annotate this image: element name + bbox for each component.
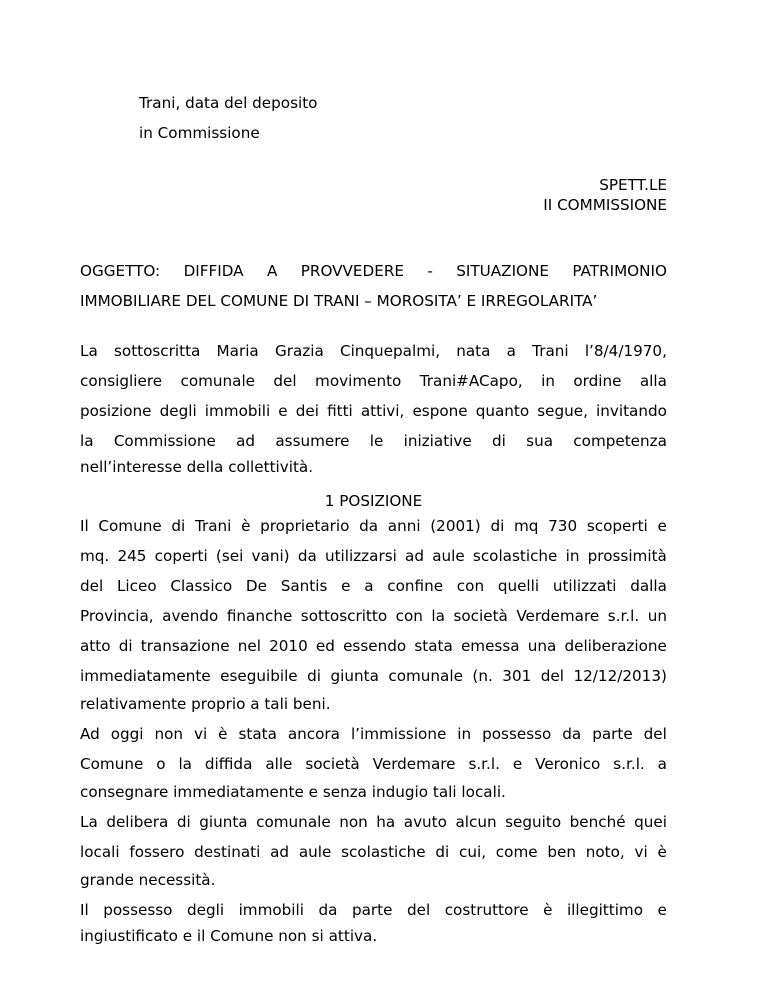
word: giunta <box>330 667 379 685</box>
word: di <box>118 637 133 655</box>
word: le <box>369 432 384 450</box>
word: con <box>456 577 485 595</box>
word: da <box>318 901 338 919</box>
word: Trani#ACapo, <box>419 372 523 390</box>
word: emessa <box>460 637 520 655</box>
word: illegittimo <box>566 901 644 919</box>
word: mq. <box>80 547 110 565</box>
word: e <box>657 901 667 919</box>
word: OGGETTO: <box>80 262 161 280</box>
word: 245 <box>117 547 147 565</box>
word: a <box>364 577 374 595</box>
word: una <box>527 637 557 655</box>
word: l’8/4/1970, <box>584 342 667 360</box>
word: Verdemare <box>372 755 456 773</box>
word: Cinquepalmi, <box>339 342 441 360</box>
word: parte <box>351 901 393 919</box>
word: Classico <box>170 577 233 595</box>
word: Verdemare <box>516 607 600 625</box>
word: vani) <box>251 547 290 565</box>
word: 730 <box>548 517 578 535</box>
word: scolastiche <box>472 547 558 565</box>
word: attivi, <box>360 402 405 420</box>
word: seguito <box>505 813 562 831</box>
word: Grazia <box>274 342 324 360</box>
word: PATRIMONIO <box>572 262 667 280</box>
word: sottoscritto <box>300 607 388 625</box>
word: ed <box>315 637 335 655</box>
word: noto, <box>585 843 625 861</box>
word: sottoscritta <box>113 342 201 360</box>
word: benché <box>569 813 626 831</box>
word: Trani <box>532 342 569 360</box>
subject-line-2: IMMOBILIARE DEL COMUNE DI TRANI – MOROSITA’ E IRREGOLARITA’ <box>80 292 598 310</box>
word: un <box>647 607 667 625</box>
word: stata <box>414 637 453 655</box>
word: a <box>506 342 516 360</box>
section-heading: 1 POSIZIONE <box>324 492 423 510</box>
word: giunta <box>199 813 248 831</box>
word: del <box>80 577 104 595</box>
paragraph-4-line-1 <box>80 900 667 920</box>
paragraph-3-line-1 <box>80 812 667 832</box>
intro-line-5: nell’interesse della collettività. <box>80 458 314 476</box>
word: espone <box>412 402 468 420</box>
paragraph-2-line-3: consegnare immediatamente e senza indugio tali locali. <box>80 783 506 801</box>
word: s.r.l. <box>613 755 645 773</box>
word: è <box>657 843 667 861</box>
word: eseguibile <box>220 667 298 685</box>
word: è <box>543 901 553 919</box>
word: Il <box>80 901 89 919</box>
word: finanche <box>226 607 293 625</box>
word: ben <box>547 843 576 861</box>
recipient-line-2: II COMMISSIONE <box>543 196 667 214</box>
word: a <box>657 755 667 773</box>
word: vi <box>193 725 208 743</box>
word: la <box>178 755 192 773</box>
word: assumere <box>275 432 350 450</box>
word: possesso <box>482 725 552 743</box>
word: delibera <box>106 813 169 831</box>
word: cui, <box>459 843 487 861</box>
word: posizione <box>80 402 152 420</box>
word: prossimità <box>587 547 667 565</box>
word: De <box>245 577 267 595</box>
word: ordine <box>573 372 622 390</box>
word: aule <box>432 547 465 565</box>
word: 12/12/2013) <box>573 667 667 685</box>
word: o <box>156 755 166 773</box>
word: costruttore <box>444 901 529 919</box>
word: PROVVEDERE <box>300 262 404 280</box>
paragraph-2-line-2 <box>80 754 667 774</box>
word: del <box>643 725 667 743</box>
word: (2001) <box>430 517 481 535</box>
subject-line-1 <box>80 261 667 281</box>
word: la <box>431 607 445 625</box>
word: DIFFIDA <box>183 262 244 280</box>
word: in <box>541 372 555 390</box>
word: fitti <box>327 402 353 420</box>
word: nel <box>237 637 261 655</box>
paragraph-1-line-2 <box>80 546 667 566</box>
word: non <box>339 813 368 831</box>
paragraph-3-line-2 <box>80 842 667 862</box>
paragraph-3-line-3: grande necessità. <box>80 871 216 889</box>
word: utilizzarsi <box>324 547 397 565</box>
word: la <box>80 432 94 450</box>
word: invitando <box>596 402 667 420</box>
word: ha <box>376 813 396 831</box>
word: immobili <box>238 901 304 919</box>
word: e <box>512 755 523 773</box>
word: da <box>359 517 379 535</box>
word: di <box>492 432 506 450</box>
word: deliberazione <box>564 637 667 655</box>
word: è <box>241 517 251 535</box>
word: SITUAZIONE <box>456 262 549 280</box>
word: Liceo <box>116 577 157 595</box>
word: possesso <box>103 901 173 919</box>
intro-line-1 <box>80 341 667 361</box>
word: s.r.l. <box>468 755 500 773</box>
word: fossero <box>129 843 185 861</box>
paragraph-1-line-6 <box>80 666 667 686</box>
word: alla <box>639 372 667 390</box>
word: La <box>80 813 98 831</box>
word: comunale <box>388 667 463 685</box>
word: ancora <box>287 725 340 743</box>
word: è <box>218 725 228 743</box>
word: aule <box>298 843 332 861</box>
word: immediatamente <box>80 667 211 685</box>
word: da <box>562 725 582 743</box>
paragraph-1-line-1 <box>80 516 667 536</box>
paragraph-1-line-7: relativamente proprio a tali beni. <box>80 695 331 713</box>
paragraph-1-line-5 <box>80 636 667 656</box>
word: locali <box>80 843 120 861</box>
word: come <box>495 843 538 861</box>
word: Maria <box>216 342 259 360</box>
intro-line-4 <box>80 431 667 451</box>
word: (n. <box>472 667 493 685</box>
word: atto <box>80 637 111 655</box>
word: ad <box>405 547 424 565</box>
place-date-line-2: in Commissione <box>139 124 260 142</box>
word: movimento <box>315 372 402 390</box>
word: sua <box>526 432 554 450</box>
word: Il <box>80 517 89 535</box>
word: utilizzati <box>552 577 617 595</box>
word: competenza <box>573 432 667 450</box>
word: ad <box>270 843 290 861</box>
word: Veronico <box>535 755 601 773</box>
word: di <box>490 517 505 535</box>
word: 2010 <box>269 637 308 655</box>
word: Commissione <box>113 432 216 450</box>
intro-line-2 <box>80 371 667 391</box>
word: quei <box>634 813 667 831</box>
word: A <box>266 262 278 280</box>
place-date-line: Trani, data del deposito <box>139 94 318 112</box>
word: oggi <box>110 725 144 743</box>
word: di <box>435 843 450 861</box>
word: coperti <box>154 547 208 565</box>
word: 301 <box>502 667 532 685</box>
word: in <box>457 725 472 743</box>
word: parte <box>592 725 633 743</box>
word: e <box>278 402 288 420</box>
word: - <box>427 262 433 280</box>
word: stata <box>238 725 277 743</box>
word: ad <box>236 432 256 450</box>
word: società <box>305 755 360 773</box>
word: l’immissione <box>350 725 447 743</box>
word: di <box>171 517 186 535</box>
word: e <box>657 517 667 535</box>
word: Ad <box>80 725 100 743</box>
word: comunale <box>256 813 331 831</box>
word: di <box>176 813 191 831</box>
word: non <box>154 725 184 743</box>
word: Comune <box>98 517 162 535</box>
word: avuto <box>403 813 447 831</box>
word: essendo <box>343 637 407 655</box>
word: società <box>453 607 508 625</box>
word: La <box>80 342 98 360</box>
word: anni <box>387 517 421 535</box>
word: dalla <box>630 577 667 595</box>
word: dei <box>295 402 319 420</box>
word: del <box>540 667 564 685</box>
word: alle <box>265 755 293 773</box>
recipient-line-1: SPETT.LE <box>599 176 667 194</box>
word: scolastiche <box>341 843 426 861</box>
word: del <box>273 372 297 390</box>
word: confine <box>387 577 444 595</box>
word: Santis <box>280 577 328 595</box>
word: alcun <box>455 813 497 831</box>
word: transazione <box>140 637 230 655</box>
word: e <box>341 577 351 595</box>
word: iniziative <box>403 432 472 450</box>
word: consigliere <box>80 372 163 390</box>
intro-line-3 <box>80 401 667 421</box>
word: del <box>406 901 431 919</box>
word: immobili <box>204 402 271 420</box>
word: vi <box>634 843 648 861</box>
word: proprietario <box>260 517 350 535</box>
paragraph-1-line-4 <box>80 606 667 626</box>
word: destinati <box>194 843 261 861</box>
word: s.r.l. <box>607 607 640 625</box>
paragraph-2-line-1 <box>80 724 667 744</box>
word: mq <box>514 517 539 535</box>
word: quanto <box>475 402 530 420</box>
word: avendo <box>162 607 219 625</box>
word: scoperti <box>586 517 648 535</box>
word: degli <box>159 402 197 420</box>
word: Provincia, <box>80 607 154 625</box>
word: con <box>395 607 423 625</box>
word: degli <box>186 901 225 919</box>
paragraph-4-line-2: ingiustificato e il Comune non si attiva. <box>80 927 378 945</box>
word: diffida <box>204 755 253 773</box>
word: segue, <box>537 402 588 420</box>
word: da <box>297 547 317 565</box>
word: comunale <box>180 372 256 390</box>
paragraph-1-line-3 <box>80 576 667 596</box>
word: (sei <box>215 547 244 565</box>
word: nata <box>456 342 491 360</box>
word: Trani <box>194 517 232 535</box>
word: quelli <box>497 577 540 595</box>
word: in <box>565 547 580 565</box>
word: di <box>307 667 322 685</box>
word: Comune <box>80 755 144 773</box>
